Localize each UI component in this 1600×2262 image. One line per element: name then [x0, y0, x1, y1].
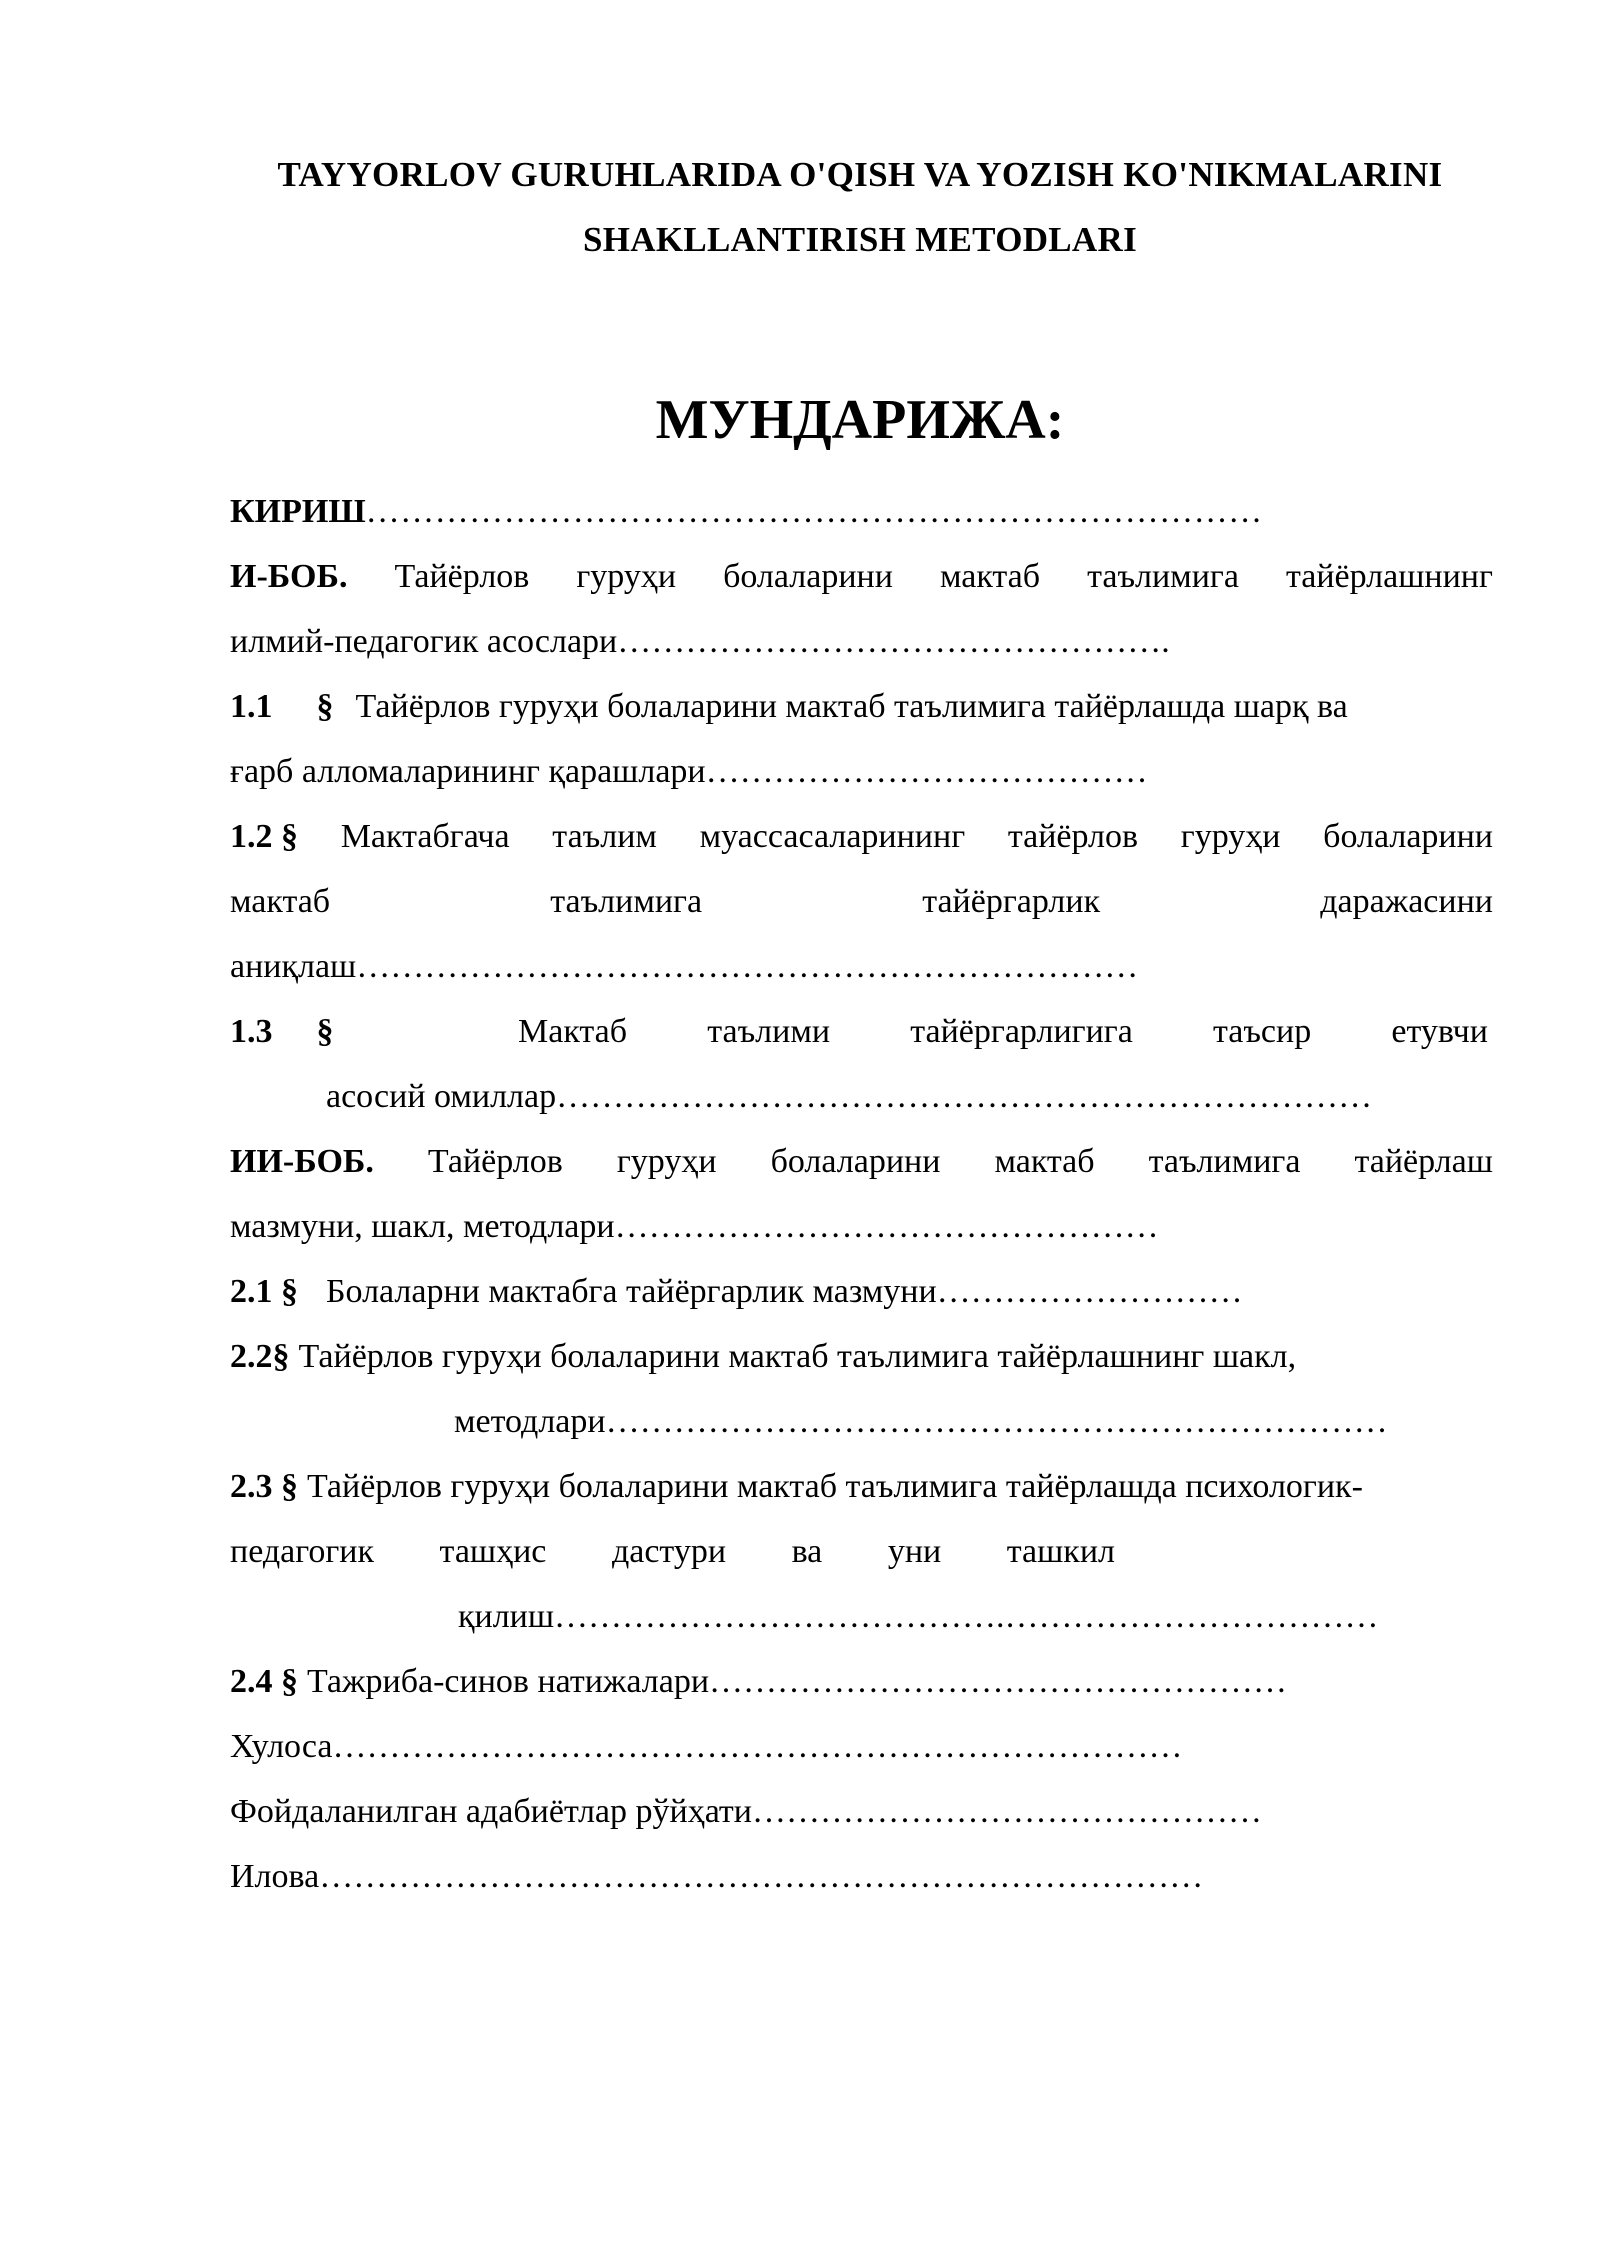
- toc-chapter-2-word: Тайёрлов: [427, 1143, 563, 1180]
- toc-section-1-2-continuation: аниқлаш……………………………………………………………: [230, 948, 1139, 985]
- toc-chapter-1-word: Тайёрлов: [394, 558, 530, 595]
- toc-entry-section-1-2: [230, 817, 1493, 857]
- toc-section-1-2-word: Мактабгача: [340, 818, 510, 855]
- toc-section-2-4-number: 2.4 §: [230, 1663, 298, 1700]
- toc-section-2-1-number: 2.1 §: [230, 1273, 298, 1310]
- toc-section-2-3-continuation: қилиш………………………………….……………………………: [458, 1598, 1379, 1635]
- toc-section-2-3-line-2: [230, 1532, 1115, 1572]
- toc-section-2-3-word: ташкил: [1006, 1533, 1115, 1570]
- toc-chapter-1-word: мактаб: [939, 558, 1041, 595]
- toc-section-1-3-word: таъсир: [1212, 1013, 1312, 1050]
- toc-section-2-2-continuation: методлари……………………………………………………………: [454, 1403, 1388, 1440]
- document-title-line-2: SHAKLLANTIRISH METODLARI: [582, 220, 1138, 259]
- toc-section-1-2-word: мактаб: [230, 883, 331, 920]
- toc-leader-dots: ……………………………………………………………………: [365, 493, 1263, 530]
- toc-entry-section-2-1: [230, 1272, 1243, 1312]
- toc-entry-chapter-1: [230, 557, 1493, 597]
- toc-chapter-1-continuation: илмий-педагогик асослари………………………………………….: [230, 623, 1170, 660]
- toc-section-2-2-number: 2.2§: [230, 1338, 290, 1375]
- toc-chapter-1-word: таълимига: [1087, 558, 1239, 595]
- contents-heading: МУНДАРИЖА:: [655, 389, 1065, 451]
- toc-section-1-2-word: тайёрлов: [1007, 818, 1139, 855]
- toc-section-1-1-number: 1.1: [230, 688, 273, 725]
- toc-section-1-3-word: Мактаб: [518, 1013, 628, 1050]
- toc-chapter-1-word: тайёрлашнинг: [1285, 558, 1493, 595]
- toc-entry-chapter-2: [230, 1142, 1493, 1182]
- toc-chapter-2-continuation: мазмуни, шакл, методлари…………………………………………: [230, 1208, 1159, 1245]
- toc-entry-references: Фойдаланилган адабиётлар рўйҳати………………………………………: [230, 1793, 1262, 1830]
- toc-section-2-4-text: Тажриба-синов натижалари……………………………………………: [307, 1663, 1288, 1700]
- toc-section-1-2-word: муассасаларининг: [699, 818, 966, 855]
- toc-section-1-2-number: 1.2 §: [230, 818, 298, 855]
- toc-section-1-2-word: даражасини: [1320, 883, 1493, 920]
- toc-chapter-1-word: болаларини: [723, 558, 893, 595]
- toc-entry-section-2-4: [230, 1662, 1287, 1702]
- toc-section-2-3-text: Тайёрлов гуруҳи болаларини мактаб таълимига тайёрлашда психологик-: [307, 1468, 1363, 1505]
- toc-section-2-2-text: Тайёрлов гуруҳи болаларини мактаб таълимига тайёрлашнинг шакл,: [298, 1338, 1297, 1375]
- toc-introduction-label: КИРИШ: [230, 493, 366, 530]
- toc-entry-conclusion: Хулоса…………………………………………………………………: [230, 1728, 1183, 1765]
- toc-entry-section-2-2: [230, 1337, 1296, 1377]
- toc-section-1-3-word: етувчи: [1391, 1013, 1488, 1050]
- toc-section-1-3-word: тайёргарлигига: [910, 1013, 1133, 1050]
- toc-chapter-2-word: гуруҳи: [616, 1143, 717, 1180]
- toc-section-1-3-continuation: асосий омиллар………………………………………………………………: [326, 1078, 1373, 1115]
- toc-section-2-1-text: Болаларни мактабга тайёргарлик мазмуни………………………: [326, 1273, 1243, 1310]
- document-title-line-1: TAYYORLOV GURUHLARIDA O'QISH VA YOZISH KO'NIKMALARINI: [277, 155, 1443, 194]
- toc-entry-appendix: Илова……………………………………………………………………: [230, 1858, 1204, 1895]
- toc-entry-section-1-3: [230, 1012, 334, 1052]
- toc-section-1-2-word: гуруҳи: [1180, 818, 1281, 855]
- toc-section-1-3-number: 1.3: [230, 1013, 273, 1050]
- toc-section-2-3-word: уни: [887, 1533, 942, 1570]
- toc-entry-section-2-3: [230, 1467, 1363, 1507]
- toc-section-1-3-word: таълими: [707, 1013, 831, 1050]
- toc-chapter-2-word: тайёрлаш: [1354, 1143, 1493, 1180]
- toc-section-1-2-word: таълим: [552, 818, 657, 855]
- toc-section-1-2-word: таълимига: [550, 883, 703, 920]
- toc-section-2-3-number: 2.3 §: [230, 1468, 298, 1505]
- toc-section-1-2-line-2: [230, 882, 1493, 922]
- toc-section-1-2-word: болаларини: [1323, 818, 1493, 855]
- toc-chapter-2-number: ИИ-БОБ.: [230, 1143, 374, 1180]
- toc-section-1-1-continuation: ғарб алломаларининг қарашлари…………………………………: [230, 753, 1148, 790]
- toc-chapter-2-word: мактаб: [994, 1143, 1095, 1180]
- toc-chapter-1-number: И-БОБ.: [230, 558, 348, 595]
- section-sign: §: [316, 688, 334, 725]
- toc-chapter-1-word: гуруҳи: [576, 558, 677, 595]
- toc-entry-introduction: [230, 492, 1263, 532]
- toc-section-2-3-word: дастури: [611, 1533, 727, 1570]
- toc-section-1-3-words: [518, 1012, 1488, 1052]
- toc-section-2-3-word: педагогик: [230, 1533, 374, 1570]
- toc-section-1-1-text: Тайёрлов гуруҳи болаларини мактаб таълимига тайёрлашда шарқ ва: [355, 688, 1348, 725]
- toc-section-2-3-word: ва: [791, 1533, 823, 1570]
- section-sign: §: [316, 1013, 334, 1050]
- toc-section-1-2-word: тайёргарлик: [922, 883, 1101, 920]
- toc-chapter-2-word: таълимига: [1148, 1143, 1301, 1180]
- toc-entry-section-1-1: [230, 687, 1348, 727]
- toc-chapter-2-word: болаларини: [770, 1143, 941, 1180]
- toc-section-2-3-word: ташҳис: [439, 1533, 547, 1570]
